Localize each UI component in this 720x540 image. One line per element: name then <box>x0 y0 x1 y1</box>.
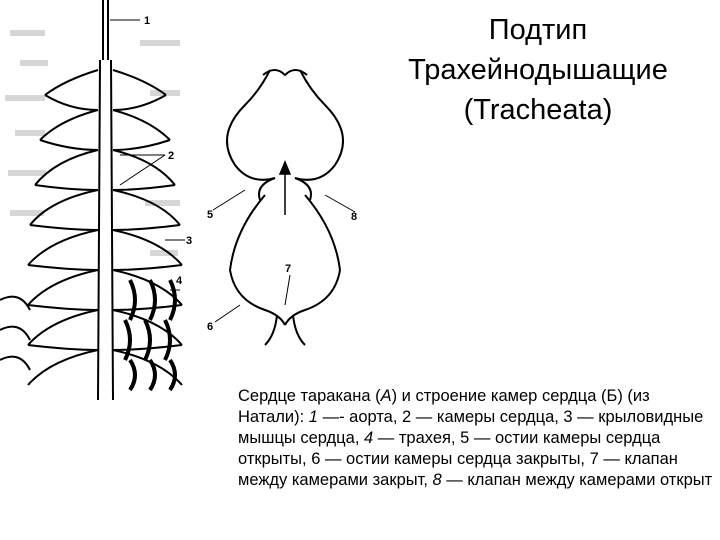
heart-chambers-figure <box>205 60 370 350</box>
label-3: 3 <box>186 235 193 247</box>
figure-a-labels <box>144 15 192 287</box>
label-4: 4 <box>176 275 183 287</box>
caption-part-1: Сердце таракана ( <box>238 387 381 405</box>
trachea-left <box>0 297 30 370</box>
caption-number-4: 4 <box>363 429 374 447</box>
label-1: 1 <box>144 15 151 27</box>
label-2: 2 <box>168 150 175 162</box>
caption-number-8: 8 <box>432 471 442 489</box>
cockroach-heart-figure <box>0 0 200 400</box>
trachea-right <box>125 280 175 390</box>
title-line-1: Подтип <box>488 14 588 46</box>
caption-part-4: — трахея, 5 — остии камеры сердца открыты, 6 — остии камеры сердца закрыты, 7 — клапан между камерами закрыт, <box>238 429 678 489</box>
heart-chambers <box>28 70 182 385</box>
heart-tube <box>98 0 113 400</box>
title-line-3: (Tracheata) <box>463 94 613 126</box>
caption-letter-a: А <box>380 387 392 405</box>
label-6: 6 <box>207 321 214 333</box>
label-8: 8 <box>351 211 358 223</box>
slide-title <box>368 10 708 130</box>
label-5: 5 <box>207 209 214 221</box>
flow-arrow <box>280 162 290 215</box>
title-line-2: Трахейнодышащие <box>408 54 668 86</box>
figure-caption <box>238 386 714 491</box>
caption-part-3: —- аорта, 2 — камеры сердца, 3 — крыловидные мышцы сердца, <box>238 408 704 447</box>
caption-number-1: 1 <box>308 408 318 426</box>
label-7: 7 <box>285 263 292 275</box>
figure-b-pointers <box>213 190 358 322</box>
caption-part-5: — клапан между камерами открыт <box>441 471 713 489</box>
caption-part-2: ) и строение камер сердца (Б) (из Натали): <box>238 387 650 426</box>
